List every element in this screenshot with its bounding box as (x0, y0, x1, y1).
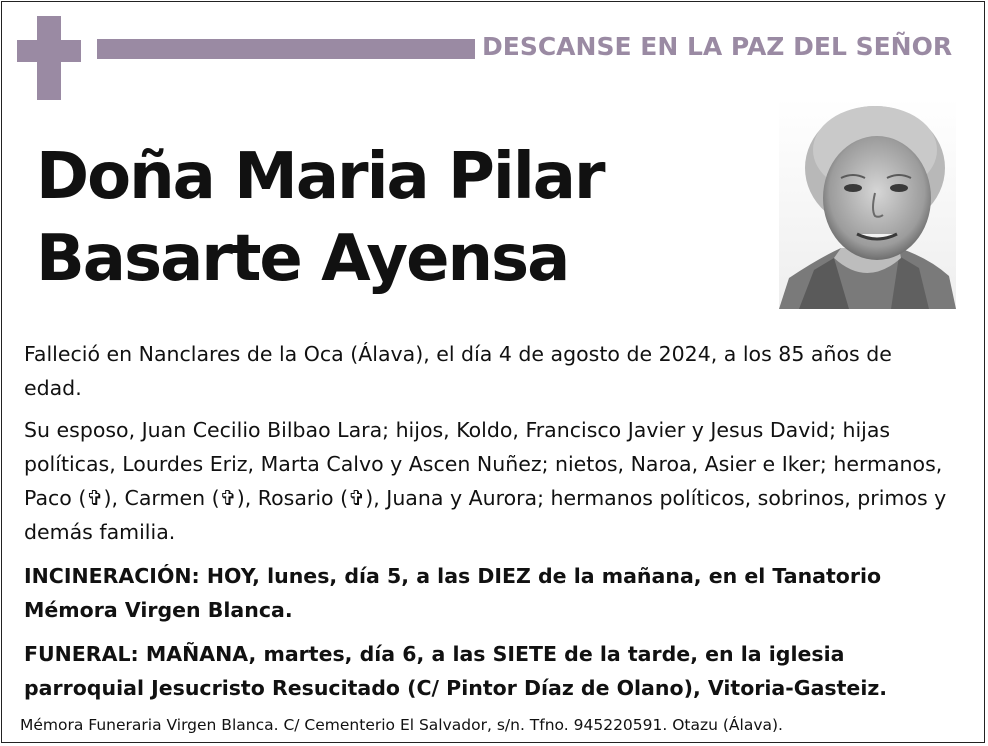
header-rule (97, 39, 475, 59)
name-line-2: Basarte Ayensa (36, 222, 569, 296)
family-paragraph: Su esposo, Juan Cecilio Bilbao Lara; hijos, Koldo, Francisco Javier y Jesus David; hijas políticas, Lourdes Eriz, Marta Calvo y Ascen Nuñez; nietos, Naroa, Asier e Iker; hermanos, Paco (✞), Carmen (✞), Rosario (✞), Juana y Aurora; hermanos políticos, sobrinos, primos y demás familia. (24, 418, 947, 544)
name-line-1: Doña Maria Pilar (36, 140, 604, 214)
header-title: DESCANSE EN LA PAZ DEL SEÑOR (482, 32, 953, 61)
funeral-home-footer: Mémora Funeraria Virgen Blanca. C/ Cementerio El Salvador, s/n. Tfno. 945220591. Otazu (Álava). (20, 716, 783, 734)
deceased-name (36, 136, 604, 300)
latin-cross-icon (17, 16, 81, 100)
incineration-paragraph: INCINERACIÓN: HOY, lunes, día 5, a las DIEZ de la mañana, en el Tanatorio Mémora Virgen Blanca. (24, 564, 882, 622)
funeral-paragraph: FUNERAL: MAÑANA, martes, día 6, a las SIETE de la tarde, en la iglesia parroquial Jesucristo Resucitado (C/ Pintor Díaz de Olano), Vitoria-Gasteiz. (24, 642, 888, 700)
death-notice-paragraph: Falleció en Nanclares de la Oca (Álava), el día 4 de agosto de 2024, a los 85 años de edad. (24, 342, 892, 400)
portrait-photo (779, 98, 956, 309)
portrait-image (779, 98, 956, 309)
